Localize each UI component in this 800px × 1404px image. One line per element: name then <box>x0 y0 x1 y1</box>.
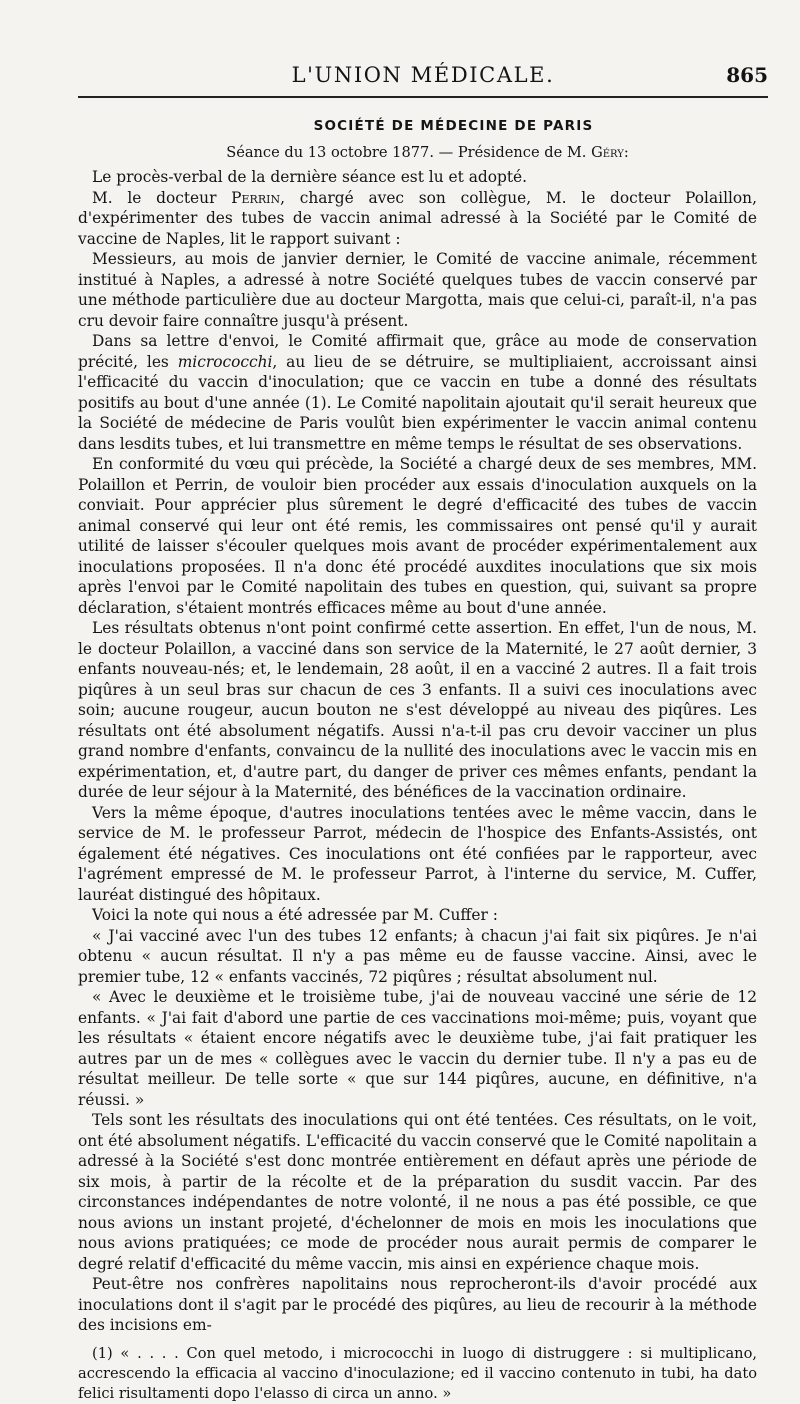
session-president: Géry <box>591 143 624 161</box>
text-run: , au lieu de se détruire, se multipliaient, accroissant ainsi l'efficacité du vaccin d'inoculation; que ce vaccin en tube a donné des résultats positifs au bout d'une année (1). Le Comité napolitain ajoutait qu'il serait heureux que la Société de médecine de Paris voulût bien expérimenter le vaccin animal contenu dans lesdits tubes, et lui transmettre en même temps le résultat de ses observations. <box>78 352 757 453</box>
paragraph: Tels sont les résultats des inoculations qui ont été tentées. Ces résultats, on le voit, ont été absolument négatifs. L'efficacité du vaccin conservé que le Comité napolitain a adressé à la Société s'est donc montrée entièrement en défaut après une période de six mois, à partir de la récolte et de la préparation du susdit vaccin. Par des circonstances indépendantes de notre volonté, il ne nous a pas été possible, ce que nous avions un instant projeté, d'échelonner de mois en mois les inoculations que nous avions pratiquées; ce mode de procéder nous aurait permis de comparer le degré relatif d'efficacité du même vaccin, mis ainsi en expérience chaque mois. <box>78 1111 757 1273</box>
paragraph: Peut-être nos confrères napolitains nous reprocheront-ils d'avoir procédé aux inoculations dont il s'agit par le procédé des piqûres, au lieu de recourir à la méthode des incisions em- <box>78 1275 757 1334</box>
article-body <box>78 116 757 1404</box>
quotation: « J'ai vacciné avec l'un des tubes 12 enfants; à chacun j'ai fait six piqûres. Je n'ai obtenu « aucun résultat. Il n'y a pas même eu de fausse vaccine. Ainsi, avec le premier tube, 12 « enfants vaccinés, 72 piqûres ; résultat absolument nul. <box>78 926 757 986</box>
section-title: SOCIÉTÉ DE MÉDECINE DE PARIS <box>313 118 594 134</box>
paragraph: En conformité du vœu qui précède, la Société a chargé deux de ses membres, MM. Polaillon et Perrin, de vouloir bien procéder aux essais d'inoculation auxquels on la conviait. Pour apprécier plus sûrement le degré d'efficacité des tubes de vaccin animal conservé qui leur ont été remis, les commissaires ont pensé qu'il y aurait utilité de laisser s'écouler quelques mois avant de procéder expérimentalement aux inoculations proposées. Il n'a donc été procédé auxdites inoculations que six mois après l'envoi par le Comité napolitain des tubes en question, qui, suivant sa propre déclaration, s'étaient montrés efficaces même au bout d'une année. <box>78 455 757 617</box>
page-number: 865 <box>726 63 768 87</box>
paragraph <box>78 331 757 454</box>
session-prefix: Séance du 13 octobre 1877. — Présidence de M. <box>226 143 592 161</box>
paragraph: Les résultats obtenus n'ont point confirmé cette assertion. En effet, l'un de nous, M. le docteur Polaillon, a vacciné dans son service de la Maternité, le 27 août dernier, 3 enfants nouveau-nés; et, le lendemain, 28 août, il en a vacciné 2 autres. Il a fait trois piqûres à un seul bras sur chacun de ces 3 enfants. Il a suivi ces inoculations avec soin; aucune rougeur, aucun bouton ne s'est développé au niveau des piqûres. Les résultats ont été absolument négatifs. Aussi n'a-t-il pas cru devoir vacciner un plus grand nombre d'enfants, convaincu de la nullité des inoculations avec le vaccin mis en expérimentation, et, d'autre part, du danger de priver ces mêmes enfants, pendant la durée de leur séjour à la Maternité, des bénéfices de la vaccination ordinaire. <box>78 619 757 801</box>
footnote: (1) « . . . . Con quel metodo, i micrococchi in luogo di distruggere : si multiplicano, accrescendo la efficacia al vaccino d'inoculazione; ed il vaccino contenuto in tubi, ha dato felici risultamenti dopo l'elasso di circa un anno. » <box>78 1344 757 1402</box>
paragraph: Vers la même époque, d'autres inoculations tentées avec le même vaccin, dans le service de M. le professeur Parrot, médecin de l'hospice des Enfants-Assistés, ont également été négatives. Ces inoculations ont été confiées par le rapporteur, avec l'agrément empressé de M. le professeur Parrot, à l'interne du service, M. Cuffer, lauréat distingué des hôpitaux. <box>78 803 757 904</box>
paragraph: Voici la note qui nous a été adressée par M. Cuffer : <box>92 906 498 924</box>
text-run: Dans sa lettre d'envoi, le Comité affirmait que, grâce au mode de conservation précité, les <box>78 332 757 371</box>
text-run: M. le docteur <box>92 188 232 207</box>
session-line <box>78 143 757 164</box>
header-rule <box>78 96 768 98</box>
page-header <box>78 63 768 95</box>
speaker-name: Perrin <box>231 188 281 207</box>
running-title: L'UNION MÉDICALE. <box>291 63 555 87</box>
session-suffix: : <box>623 143 629 161</box>
quotation: « Avec le deuxième et le troisième tube, j'ai de nouveau vacciné une série de 12 enfants. « J'ai fait d'abord une partie de ces vaccinations moi-même; puis, voyant que les résultats « étaient encore négatifs avec le deuxième tube, j'ai fait pratiquer les autres par un de mes « collègues avec le vaccin du dernier tube. Il n'y a pas eu de résultat meilleur. De telle sorte « que sur 144 piqûres, aucune, en définitive, n'a réussi. » <box>78 988 757 1109</box>
paragraph: Messieurs, au mois de janvier dernier, le Comité de vaccine animale, récemment institué à Naples, a adressé à notre Société quelques tubes de vaccin conservé par une méthode particulière due au docteur Margotta, mais que celui-ci, paraît-il, n'a pas cru devoir faire connaître jusqu'à présent. <box>78 250 757 330</box>
paragraph <box>78 188 757 250</box>
paragraph: Le procès-verbal de la dernière séance est lu et adopté. <box>92 168 528 186</box>
italic-term: micrococchi <box>177 352 273 371</box>
text-run: , chargé avec son collègue, M. le docteur Polaillon, d'expérimenter des tubes de vaccin animal adressé à la Société par le Comité de vaccine de Naples, lit le rapport suivant : <box>78 188 757 248</box>
